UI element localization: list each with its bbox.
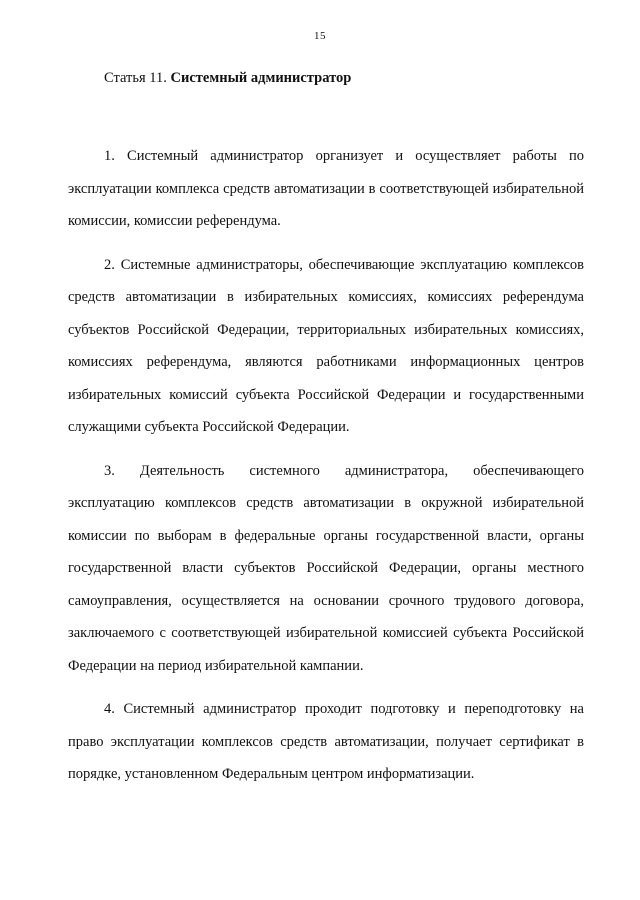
page-number: 15 (314, 30, 326, 42)
article-body (68, 140, 584, 791)
paragraph-2: 2. Системные администраторы, обеспечивающие эксплуатацию комплексов средств автоматизации в избирательных комиссиях, комиссиях референдума субъектов Российской Федерации, территориальных избирательных комиссиях, комиссиях референдума, являются работниками информационных центров избирательных комиссий субъекта Российской Федерации и государственными служащими субъекта Российской Федерации. (68, 256, 584, 435)
paragraph-1: 1. Системный администратор организует и осуществляет работы по эксплуатации комплекса средств автоматизации в соответствующей избирательной комиссии, комиссии референдума. (68, 148, 584, 229)
article-heading (104, 70, 351, 87)
article-label: Статья 11. (104, 70, 167, 86)
article-title: Системный администратор (170, 70, 352, 86)
paragraph-3: 3. Деятельность системного администратора, обеспечивающего эксплуатацию комплексов средств автоматизации в окружной избирательной комиссии по выборам в федеральные органы государственной власти, органы государственной власти субъектов Российской Федерации, органы местного самоуправления, осуществляется на основании срочного трудового договора, заключаемого с соответствующей избирательной комиссией субъекта Российской Федерации на период избирательной кампании. (68, 462, 584, 674)
paragraph-4: 4. Системный администратор проходит подготовку и переподготовку на право эксплуатации комплексов средств автоматизации, получает сертификат в порядке, установленном Федеральным центром информатизации. (68, 701, 584, 782)
